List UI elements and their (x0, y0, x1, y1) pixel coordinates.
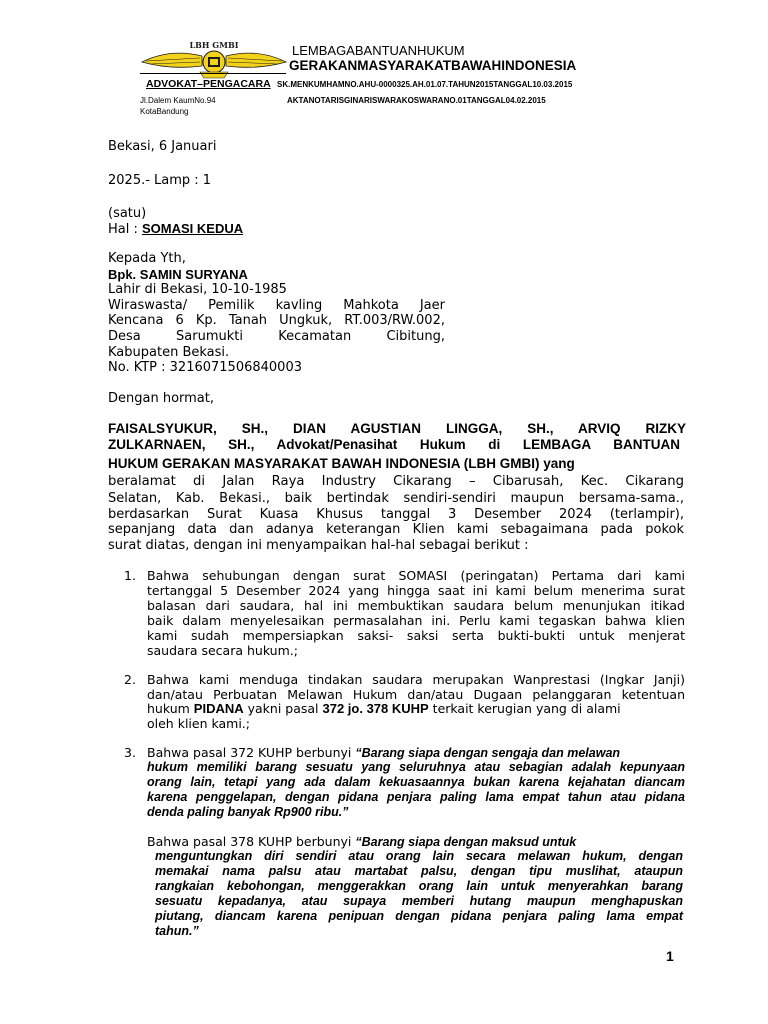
recipient-birth: Lahir di Bekasi, 10-10-1985 (108, 282, 287, 297)
intro-normal-4: sepanjang data dan adanya keterangan Klien kami sebagaimana pada pokok (108, 522, 684, 537)
intro-normal-1: beralamat di Jalan Raya Industry Cikarang – Cibarusah, Kec. Cikarang (108, 474, 684, 489)
item3-quote-4: denda paling banyak Rp900 ribu.” (147, 805, 349, 819)
header-underline (140, 73, 286, 74)
subject-value: SOMASI KEDUA (142, 221, 244, 236)
intro-normal-2: Selatan, Kab. Bekasi., baik bertindak sendiri-sendiri maupun bersama-sama., (108, 491, 684, 506)
p378-quote-1: menguntungkan diri sendiri atau orang lain secara melawan hukum, dengan (155, 849, 683, 863)
item1-line3: balasan dari saudara, hal ini membuktikan saudara belum menunjukan itikad (147, 598, 685, 613)
intro-normal-3: berdasarkan Surat Kuasa Khusus tanggal 3 Desember 2024 (terlampir), (108, 507, 684, 522)
address-line1: Jl.Dalem KaumNo.94 (140, 96, 216, 105)
item2-l3-pasal: 372 jo. 378 KUHP (322, 701, 429, 716)
item3-quote-2: orang lain, tetapi yang ada dalam kekuasaannya bukan karena kejahatan diancam (147, 775, 685, 789)
subject-line (108, 221, 243, 237)
page-number: 1 (666, 948, 674, 964)
item3-number: 3. (124, 745, 136, 760)
recipient-address-3: Desa Sarumukti Kecamatan Cibitung, (108, 329, 445, 344)
advokat-label: ADVOKAT–PENGACARA (146, 78, 271, 90)
lampiran-satu: (satu) (108, 206, 147, 221)
subject-label: Hal : (108, 222, 142, 237)
logo-text: LBH GMBI (189, 40, 239, 50)
item2-l3-e: terkait kerugian yang di alami (428, 701, 621, 716)
item2-line2: dan/atau Perbuatan Melawan Hukum dan/atau Dugaan pelanggaran ketentuan (147, 687, 685, 702)
recipient-address-2: Kencana 6 Kp. Tanah Ungkuk, RT.003/RW.002, (108, 313, 445, 328)
item2-l3-c: yakni pasal (243, 701, 323, 716)
akta-notaris: AKTANOTARISGINARISWARAKOSWARANO.01TANGGAL04.02.2015 (287, 96, 546, 105)
item3-quote-1: hukum memiliki barang sesuatu yang seluruhnya atau sebagian adalah kepunyaan (147, 760, 685, 774)
item2-line1: Bahwa kami menduga tindakan saudara merupakan Wanprestasi (Ingkar Janji) (147, 672, 685, 687)
p378-line1 (147, 834, 576, 849)
p378-quote-start: “Barang siapa dengan maksud untuk (355, 835, 577, 849)
org-name-line2: GERAKANMASYARAKATBAWAHINDONESIA (289, 58, 577, 73)
year-lampiran: 2025.- Lamp : 1 (108, 173, 212, 188)
p378-quote-5: piutang, diancam karena penipuan dengan pidana penjara paling lama empat (155, 909, 683, 923)
item3-quote-start: “Barang siapa dengan sengaja dan melawan (355, 746, 621, 760)
ktp-number: No. KTP : 3216071506840003 (108, 360, 302, 375)
place-date: Bekasi, 6 Januari (108, 139, 217, 154)
intro-normal-5: surat diatas, dengan ini menyampaikan hal-hal sebagai berikut : (108, 538, 529, 553)
item3-line1 (147, 745, 620, 760)
item1-line2: tertanggal 5 Desember 2024 yang hingga saat ini kami belum menerima surat (147, 583, 685, 598)
intro-bold-1: FAISALSYUKUR, SH., DIAN AGUSTIAN LINGGA, SH., ARVIQ RIZKY (108, 421, 686, 436)
item2-line4: oleh klien kami.; (147, 716, 250, 731)
item3-prefix: Bahwa pasal 372 KUHP berbunyi (147, 745, 356, 760)
item3-quote-3: karena penggelapan, dengan pidana penjara paling lama empat tahun atau pidana (147, 790, 685, 804)
item1-line1: Bahwa sehubungan dengan surat SOMASI (peringatan) Pertama dari kami (147, 568, 685, 583)
item1-number: 1. (124, 568, 136, 583)
p378-quote-4: sesuatu kepadanya, atau supaya memberi hutang maupun menghapuskan (155, 894, 683, 908)
org-name-line1: LEMBAGABANTUANHUKUM (292, 43, 465, 58)
item1-line5: kami sudah mempersiapkan saksi- saksi serta bukti-bukti untuk menjerat (147, 628, 685, 643)
recipient-name: Bpk. SAMIN SURYANA (108, 267, 248, 282)
item2-line3 (147, 701, 621, 716)
p378-quote-3: rangkaian kebohongan, menggerakkan orang lain untuk menyerahkan barang (155, 879, 683, 893)
kepada-yth: Kepada Yth, (108, 251, 186, 266)
sk-number: SK.MENKUMHAMNO.AHU-0000325.AH.01.07.TAHUN2015TANGGAL10.03.2015 (277, 80, 573, 89)
item1-line4: baik dalam menyelesaikan permasalahan ini. Perlu kami tegaskan bahwa klien (147, 613, 685, 628)
item2-l3-pidana: PIDANA (193, 701, 244, 716)
recipient-address-4: Kabupaten Bekasi. (108, 345, 230, 360)
item2-number: 2. (124, 672, 136, 687)
p378-prefix: Bahwa pasal 378 KUHP berbunyi (147, 834, 356, 849)
intro-bold-2: ZULKARNAEN, SH., Advokat/Penasihat Hukum di LEMBAGA BANTUAN (108, 437, 680, 452)
intro-bold-3: HUKUM GERAKAN MASYARAKAT BAWAH INDONESIA (LBH GMBI) yang (108, 456, 575, 471)
p378-quote-2: memakai nama palsu atau martabat palsu, dengan tipu muslihat, ataupun (155, 864, 683, 878)
item1-line6: saudara secara hukum.; (147, 643, 298, 658)
p378-quote-6: tahun.” (155, 924, 199, 938)
recipient-address-1: Wiraswasta/ Pemilik kavling Mahkota Jaer (108, 298, 445, 313)
address-line2: KotaBandung (140, 107, 189, 116)
item2-l3-a: hukum (147, 701, 194, 716)
salutation: Dengan hormat, (108, 391, 215, 406)
lbh-gmbi-logo (140, 40, 288, 80)
